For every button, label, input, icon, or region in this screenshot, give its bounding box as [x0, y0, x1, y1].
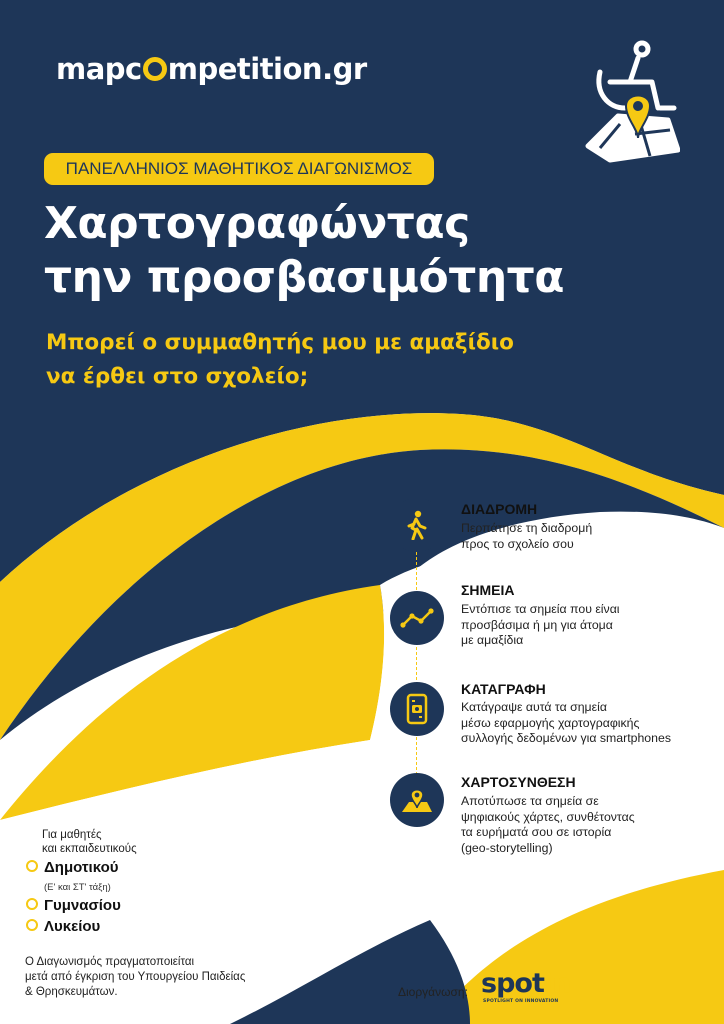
step-mapping-desc-line: τα ευρήματά σου σε ιστορία — [461, 825, 612, 839]
steps-connector-line — [416, 552, 417, 780]
bullet-ring-icon — [26, 898, 38, 910]
level-middle-label: Γυμνασίου — [44, 897, 121, 914]
organizer-logo — [481, 968, 571, 1004]
step-record-icon-circle — [390, 682, 444, 736]
step-points-desc-line: με αμαξίδια — [461, 633, 524, 647]
organizer-tagline: SPOTLIGHT ON INNOVATION — [483, 999, 559, 1004]
site-logo — [56, 52, 367, 86]
walking-person-icon — [403, 510, 431, 540]
organizer-label: Διοργάνωση: — [398, 985, 468, 999]
step-mapping-desc-line: (geo-storytelling) — [461, 840, 553, 855]
approval-line: & Θρησκευμάτων. — [25, 986, 118, 998]
level-high — [26, 918, 100, 935]
step-route-icon-circle — [390, 498, 444, 552]
step-points-desc — [461, 602, 620, 649]
subtitle-line-1: Μπορεί ο συμμαθητής μου με αμαξίδιο — [46, 330, 514, 355]
audience-label — [42, 828, 137, 856]
page-title — [44, 197, 564, 305]
approval-note — [25, 955, 245, 1000]
approval-line: μετά από έγκριση του Υπουργείου Παιδείας — [25, 971, 246, 983]
step-record-desc-line: Κατάγραψε αυτά τα σημεία — [461, 700, 607, 714]
step-record-desc-line: συλλογής δεδομένων για smartphones — [461, 731, 671, 745]
competition-badge: ΠΑΝΕΛΛΗΝΙΟΣ ΜΑΘΗΤΙΚΟΣ ΔΙΑΓΩΝΙΣΜΟΣ — [44, 153, 434, 185]
page-subtitle — [46, 326, 514, 394]
step-points-title: ΣΗΜΕΙΑ — [461, 582, 515, 598]
title-line-1: Χαρτογραφώντας — [44, 198, 470, 249]
step-points-icon-circle — [390, 591, 444, 645]
bullet-ring-icon — [26, 919, 38, 931]
step-points-desc-line: προσβάσιμα ή μη για άτομα — [461, 617, 613, 632]
step-record-desc-line: μέσω εφαρμογής χαρτογραφικής — [461, 715, 640, 730]
title-line-2: την προσβασιμότητα — [44, 252, 564, 303]
audience-label-line: και εκπαιδευτικούς — [42, 843, 137, 855]
logo-text-start: mapc — [56, 52, 142, 86]
wheelchair-map-icon — [580, 38, 680, 168]
level-middle — [26, 897, 121, 914]
bullet-ring-icon — [26, 860, 38, 872]
step-mapping-desc-line: ψηφιακούς χάρτες, συνθέτοντας — [461, 809, 635, 824]
level-high-label: Λυκείου — [44, 918, 101, 935]
smartphone-camera-icon — [406, 693, 428, 725]
logo-text-end: mpetition.gr — [167, 52, 367, 86]
logo-o-ring — [143, 57, 167, 81]
line-chart-icon — [400, 607, 434, 629]
organizer-name-accent: in — [543, 968, 571, 999]
step-route-desc-line: Περπάτησε τη διαδρομή — [461, 521, 593, 535]
step-route-title: ΔΙΑΔΡΟΜΗ — [461, 501, 538, 517]
approval-line: Ο Διαγωνισμός πραγματοποιείται — [25, 956, 195, 968]
step-mapping-desc — [461, 794, 635, 856]
step-record-title: ΚΑΤΑΓΡΑΦΗ — [461, 681, 546, 697]
step-points-desc-line: Εντόπισε τα σημεία που είναι — [461, 602, 620, 616]
step-route-desc-line: προς το σχολείο σου — [461, 536, 574, 551]
step-route-desc — [461, 521, 592, 552]
step-mapping-desc-line: Αποτύπωσε τα σημεία σε — [461, 794, 599, 808]
level-primary — [26, 859, 119, 876]
grade-note: (Ε' και ΣΤ' τάξη) — [44, 882, 111, 893]
map-pin-icon — [400, 785, 434, 815]
step-mapping-title: ΧΑΡΤΟΣΥΝΘΕΣΗ — [461, 774, 576, 790]
level-primary-label: Δημοτικού — [44, 859, 119, 876]
step-mapping-icon-circle — [390, 773, 444, 827]
organizer-name-main: spot — [481, 968, 544, 999]
step-record-desc — [461, 700, 671, 747]
subtitle-line-2: να έρθει στο σχολείο; — [46, 364, 309, 389]
audience-label-line: Για μαθητές — [42, 829, 102, 841]
